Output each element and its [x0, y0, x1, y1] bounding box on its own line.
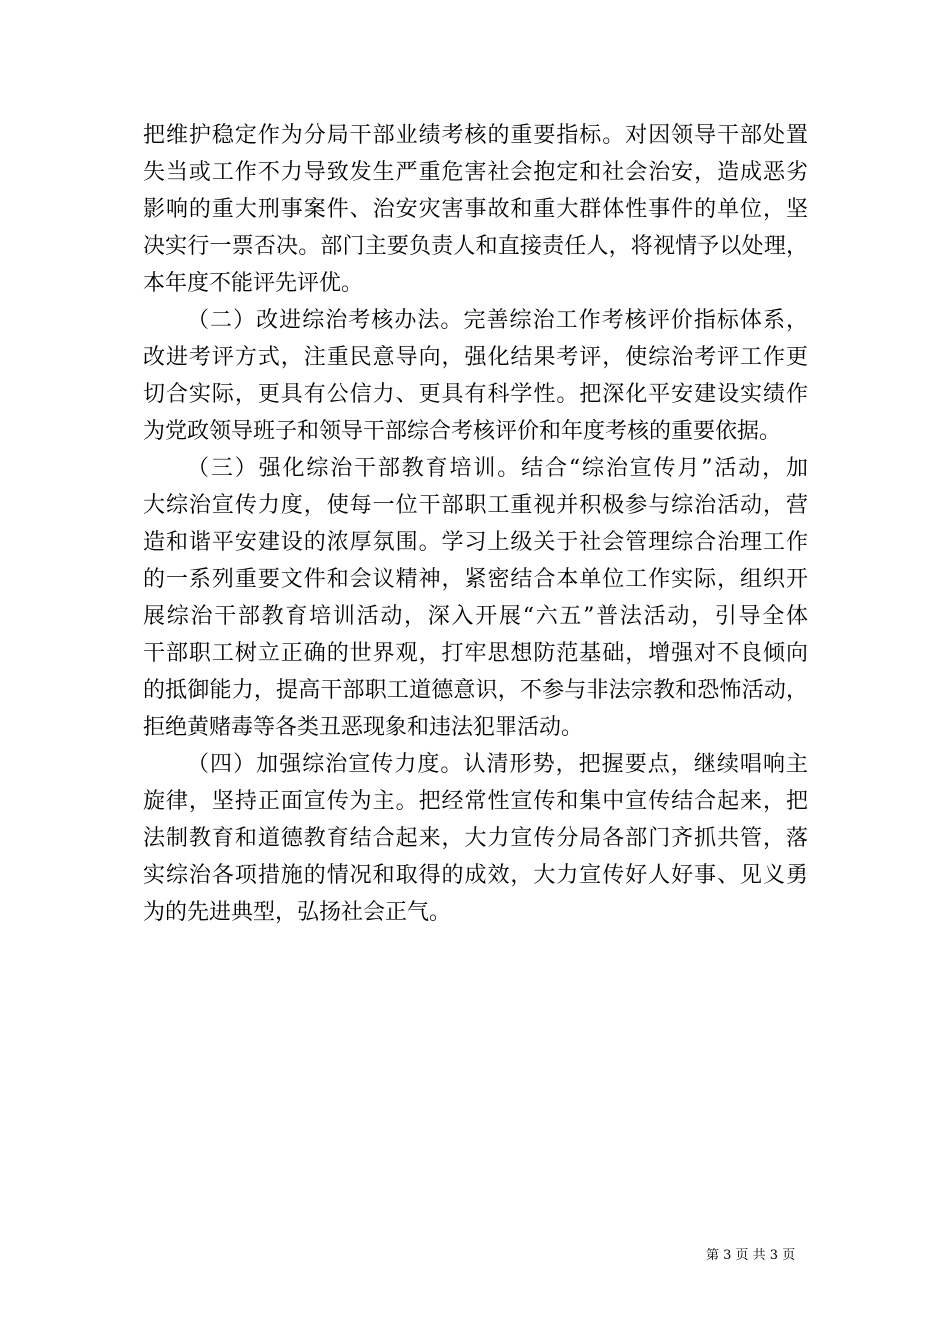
- text-line: 的一系列重要文件和会议精神，紧密结合本单位工作实际，组织开: [143, 567, 808, 592]
- text-line: 为的先进典型，弘扬社会正气。: [143, 900, 452, 925]
- text-line: 大综治宣传力度，使每一位干部职工重视并积极参与综治活动，营: [143, 493, 808, 518]
- text-line: 干部职工树立正确的世界观，打牢思想防范基础，增强对不良倾向: [143, 641, 808, 666]
- page-number: 第 3 页 共 3 页: [706, 1248, 796, 1263]
- text-line: 决实行一票否决。部门主要负责人和直接责任人，将视情予以处理，: [143, 234, 808, 259]
- text-line: 法制教育和道德教育结合起来，大力宣传分局各部门齐抓共管，落: [143, 826, 808, 851]
- document-body: [143, 117, 808, 931]
- paragraph: [143, 117, 808, 302]
- text-line: 影响的重大刑事案件、治安灾害事故和重大群体性事件的单位，坚: [143, 197, 808, 222]
- text-line: 失当或工作不力导致发生严重危害社会抱定和社会治安，造成恶劣: [143, 160, 808, 185]
- text-line: 造和谐平安建设的浓厚氛围。学习上级关于社会管理综合治理工作: [143, 530, 808, 555]
- paragraph: [143, 450, 808, 746]
- text-line: （三）强化综治干部教育培训。结合“综治宣传月”活动，加: [187, 456, 808, 481]
- text-line: 展综治干部教育培训活动，深入开展“六五”普法活动，引导全体: [143, 604, 808, 629]
- paragraph: [143, 746, 808, 931]
- text-line: 实综治各项措施的情况和取得的成效，大力宣传好人好事、见义勇: [143, 863, 808, 888]
- text-line: （四）加强综治宣传力度。认清形势，把握要点，继续唱响主: [187, 752, 808, 777]
- text-line: 为党政领导班子和领导干部综合考核评价和年度考核的重要依据。: [143, 419, 782, 444]
- text-line: 把维护稳定作为分局干部业绩考核的重要指标。对因领导干部处置: [143, 123, 808, 148]
- text-line: 旋律，坚持正面宣传为主。把经常性宣传和集中宣传结合起来，把: [143, 789, 808, 814]
- text-line: 切合实际，更具有公信力、更具有科学性。把深化平安建设实绩作: [143, 382, 808, 407]
- text-line: 拒绝黄赌毒等各类丑恶现象和违法犯罪活动。: [143, 715, 584, 740]
- paragraph: [143, 302, 808, 450]
- text-line: （二）改进综治考核办法。完善综治工作考核评价指标体系，: [187, 308, 808, 333]
- text-line: 改进考评方式，注重民意导向，强化结果考评，使综治考评工作更: [143, 345, 808, 370]
- text-line: 的抵御能力，提高干部职工道德意识，不参与非法宗教和恐怖活动，: [143, 678, 808, 703]
- text-line: 本年度不能评先评优。: [143, 271, 364, 296]
